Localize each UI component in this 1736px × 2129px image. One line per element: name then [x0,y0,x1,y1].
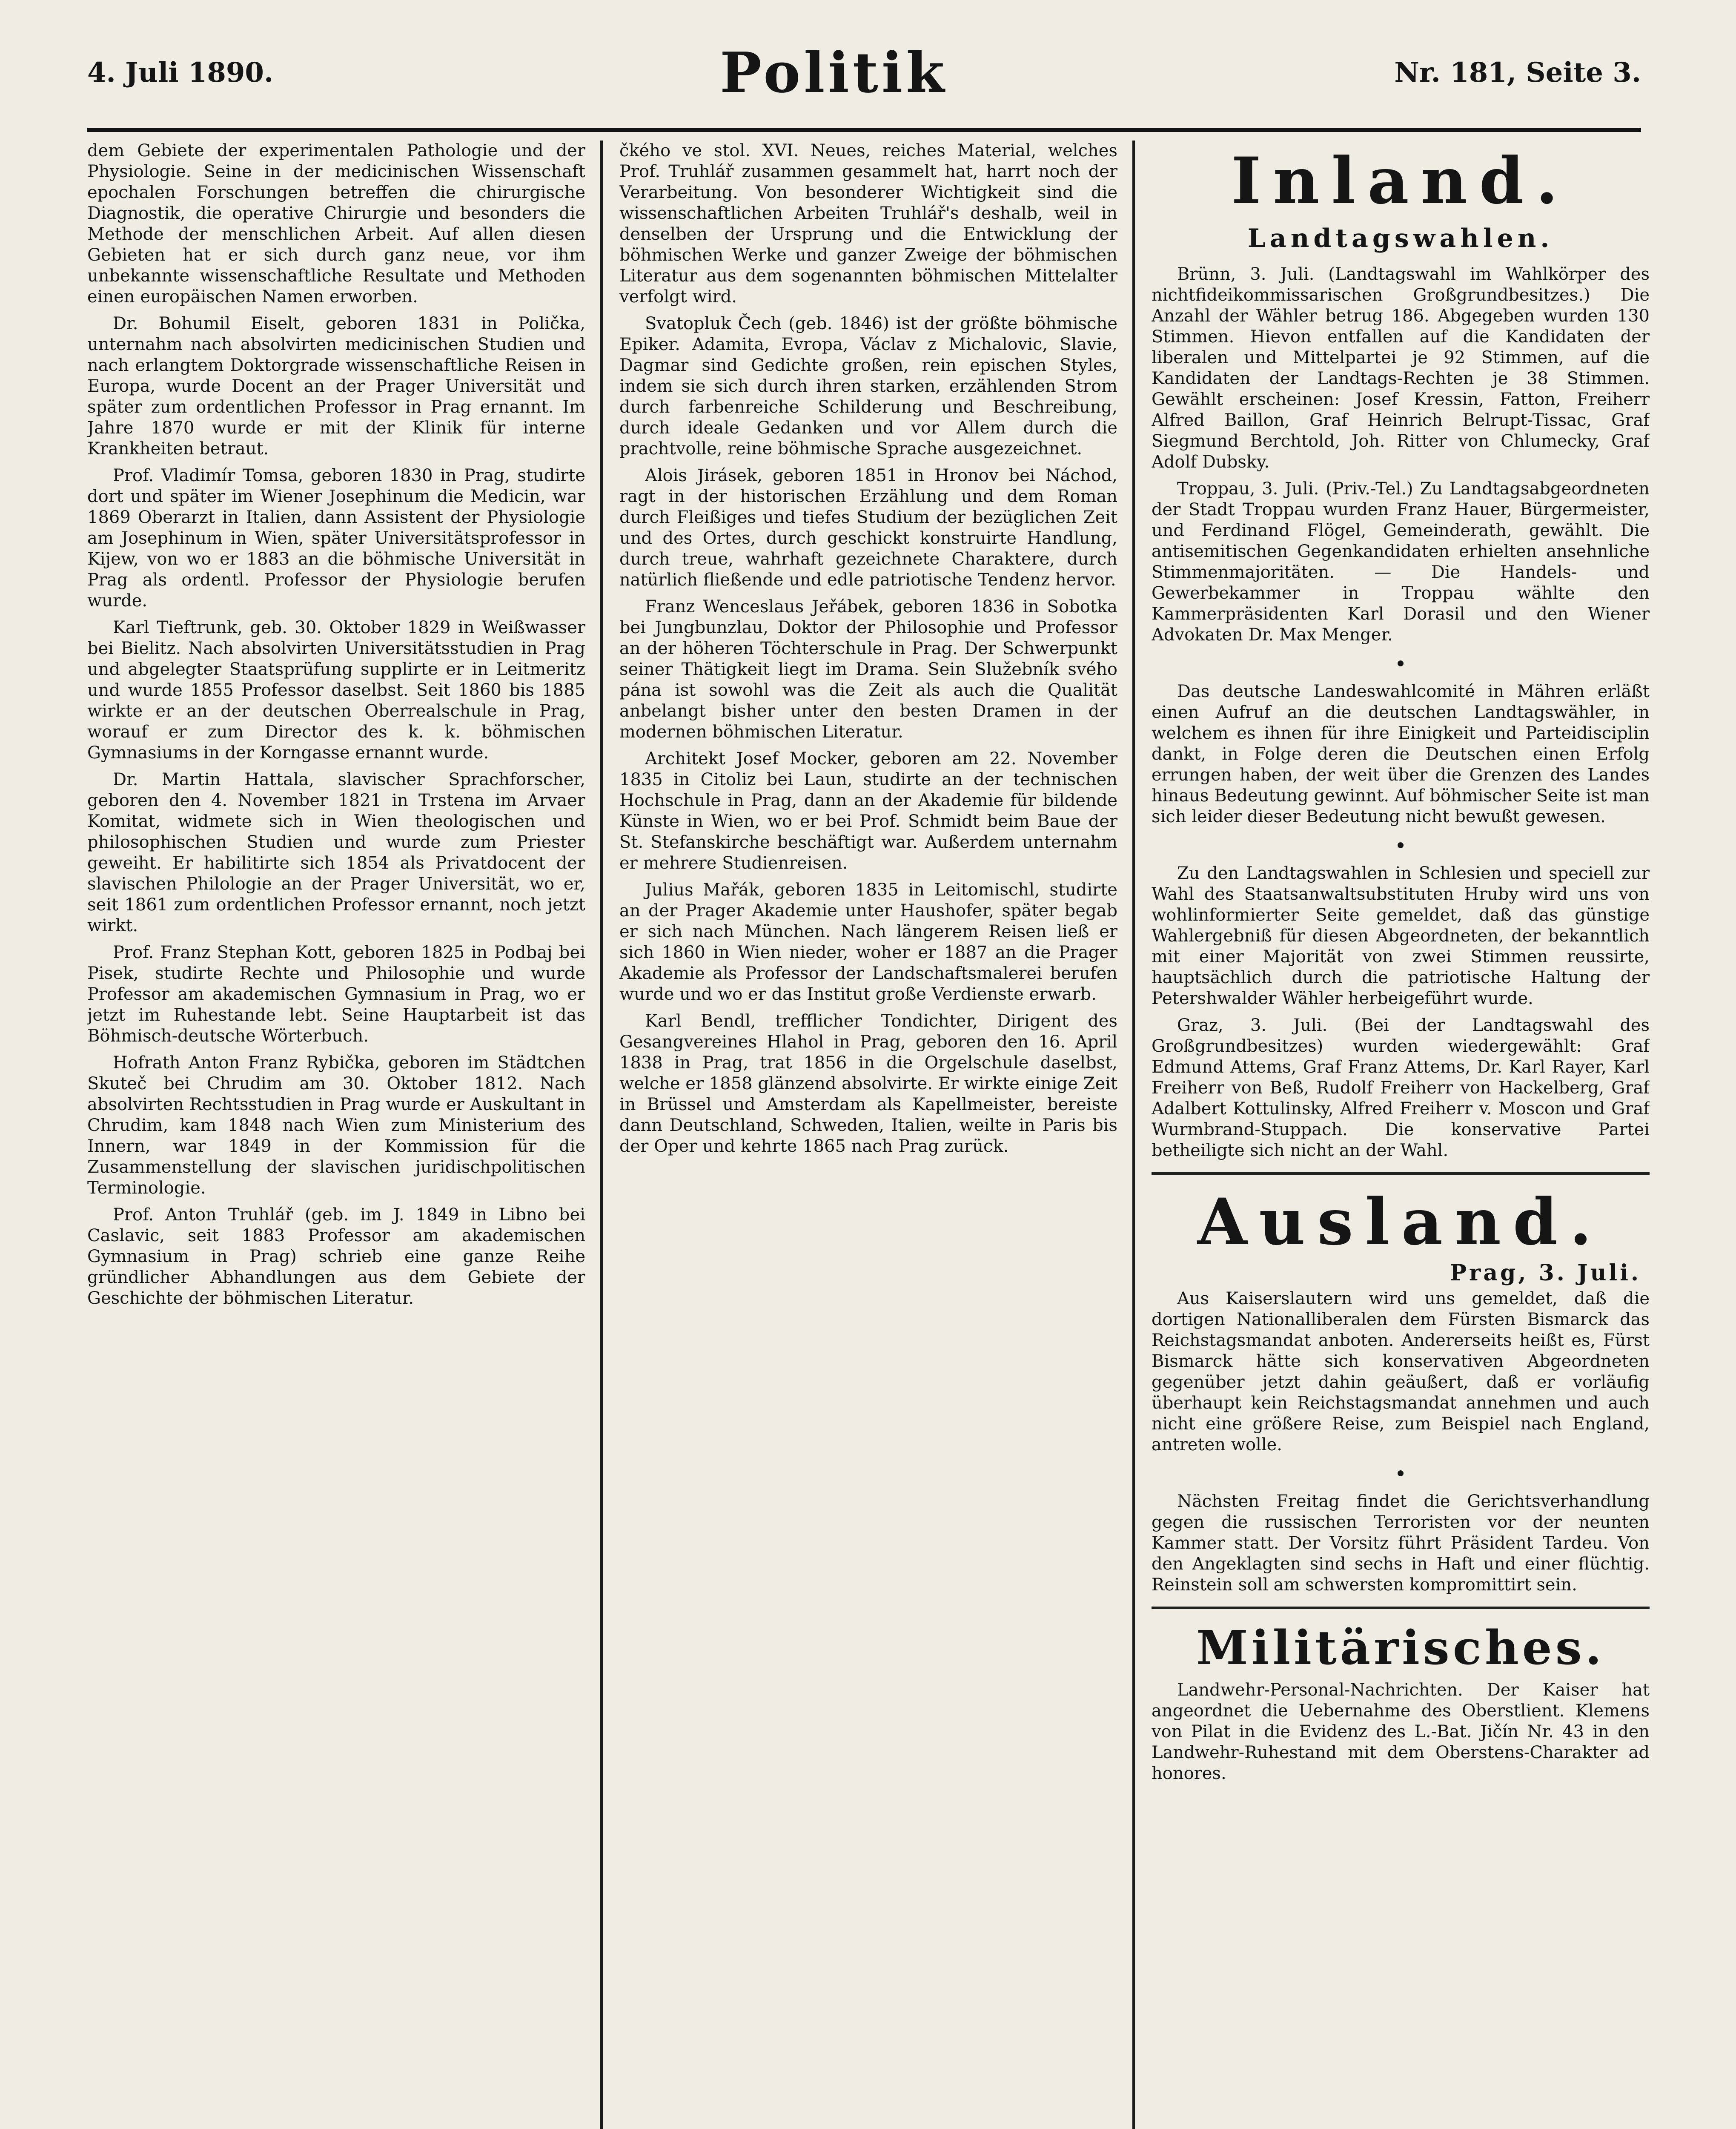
paragraph: Julius Mařák, geboren 1835 in Leitomischl, studirte an der Prager Akademie unter Haushofer, später begab er sich nach München. Nach längerem Reisen ließ er sich 1860 in Wien nieder, woher er 1887 an die Prager Akademie als Professor der Landschaftsmalerei berufen wurde und wo er das Institut große Verdienste erwarb. [619,880,1117,1004]
separator-dot: • [1394,834,1407,858]
section-title: Politik [720,40,948,105]
paragraph: Svatopluk Čech (geb. 1846) ist der größte böhmische Epiker. Adamita, Evropa, Václav z Michalovic, Slavie, Dagmar sind Gedichte großen, rein epischen Styles, indem sie sich durch ihren starken, erzählenden Strom durch farbenreiche Schilderung und Beschreibung, durch ideale Gedanken und vor Allem durch die prachtvolle, reine böhmische Sprache ausgezeichnet. [619,314,1117,459]
paragraph: Zu den Landtagswahlen in Schlesien und speciell zur Wahl des Staatsanwaltsubstituten Hruby wird uns von wohlinformierter Seite gemeldet, daß das günstige Wahlergebniß für diesen Abgeordneten, der bekanntlich mit einer Majorität von zwei Stimmen reussirte, hauptsächlich durch die patriotische Haltung der Petershwalder Wähler herbeigeführt wurde. [1152,864,1650,1008]
paragraph: dem Gebiete der experimentalen Pathologie und der Physiologie. Seine in der medicinischen Wissenschaft epochalen Forschungen betreffen die chirurgische Diagnostik, die operative Chirurgie und besonders die Methode der menschlichen Arbeit. Auf allen diesen Gebieten hat er sich durch ganz neue, vor ihm unbekannte wissenschaftliche Resultate und Methoden einen europäischen Namen erworben. [87,141,585,307]
page-header [87,17,1641,132]
section-divider [1152,1172,1650,1175]
militar-heading: Militärisches. [1196,1620,1605,1675]
column-rule [1132,141,1135,2129]
column-1 [87,141,585,2129]
inland-heading: Inland. [1231,143,1570,218]
landtag-subheading: Landtagswahlen. [1247,224,1554,253]
paragraph: Graz, 3. Juli. (Bei der Landtagswahl des Großgrundbesitzes) wurden wiedergewählt: Graf Edmund Attems, Graf Franz Attems, Dr. Karl Rayer, Karl Freiherr von Beß, Rudolf Freiherr von Hackelberg, Graf Adalbert Kottulinsky, Alfred Freiherr v. Moscon und Graf Wurmbrand-Stuppach. Die konservative Partei betheiligte sich nicht an der Wahl. [1152,1016,1650,1160]
column-3 [1152,141,1650,2129]
paragraph: Aus Kaiserslautern wird uns gemeldet, daß die dortigen Nationalliberalen dem Fürsten Bismarck das Reichstagsmandat anboten. Andererseits heißt es, Fürst Bismarck hätte sich konservativen Abgeordneten gegenüber jetzt dahin geäußert, daß er vorläufig überhaupt kein Reichstagsmandat annehmen und auch nicht eine größere Reise, zum Beispiel nach England, antreten wolle. [1152,1289,1650,1455]
section-divider [1152,1607,1650,1609]
issue-number: Nr. 181, Seite 3. [1394,56,1641,89]
paragraph: Architekt Josef Mocker, geboren am 22. November 1835 in Citoliz bei Laun, studirte an der technischen Hochschule in Prag, dann an der Akademie für bildende Künste in Wien, wo er bei Prof. Schmidt beim Baue der St. Stefanskirche beschäftigt war. Außerdem unternahm er mehrere Studienreisen. [619,749,1117,873]
paragraph: Hofrath Anton Franz Rybička, geboren im Städtchen Skuteč bei Chrudim am 30. Oktober 1812. Nach absolvirten Rechtsstudien in Prag wurde er Auskultant in Chrudim, kam 1848 nach Wien zum Ministerium des Innern, war 1849 in der Kommission für die Zusammenstellung der slavischen juridischpolitischen Terminologie. [87,1053,585,1198]
paragraph: Prof. Vladimír Tomsa, geboren 1830 in Prag, studirte dort und später im Wiener Josephinum die Medicin, war 1869 Oberarzt in Italien, dann Assistent der Physiologie am Josephinum in Wien, später Universitätsprofessor in Kijew, von wo er 1883 an die böhmische Universität in Prag als ordentl. Professor der Physiologie berufen wurde. [87,466,585,611]
dateline: Prag, 3. Juli. [1450,1260,1641,1286]
paragraph: Troppau, 3. Juli. (Priv.-Tel.) Zu Landtagsabgeordneten der Stadt Troppau wurden Franz Hauer, Bürgermeister, und Ferdinand Flögel, Gemeinderath, gewählt. Die antisemitischen Gegenkandidaten erhielten ansehnliche Stimmenmajoritäten. — Die Handels- und Gewerbekammer in Troppau wählte den Kammerpräsidenten Karl Dorasil und den Wiener Advokaten Dr. Max Menger. [1152,479,1650,645]
column-rule [600,141,603,2129]
paragraph: Prof. Franz Stephan Kott, geboren 1825 in Podbaj bei Pisek, studirte Rechte und Philosophie und wurde Professor am akademischen Gymnasium in Prag, wo er jetzt im Ruhestande lebt. Seine Hauptarbeit ist das Böhmisch-deutsche Wörterbuch. [87,943,585,1046]
paragraph: Brünn, 3. Juli. (Landtagswahl im Wahlkörper des nichtfideikommissarischen Großgrundbesitzes.) Die Anzahl der Wähler betrug 186. Abgegeben wurden 130 Stimmen. Hievon entfallen auf die Kandidaten der liberalen und Mittelpartei je 92 Stimmen, auf die Kandidaten der Landtags-Rechten je 38 Stimmen. Gewählt erscheinen: Josef Kressin, Fatton, Freiherr Alfred Baillon, Graf Heinrich Belrupt-Tissac, Graf Siegmund Berchtold, Joh. Ritter von Chlumecky, Graf Adolf Dubsky. [1152,264,1650,472]
separator-dot: • [1394,652,1407,676]
paragraph: Alois Jirásek, geboren 1851 in Hronov bei Náchod, ragt in der historischen Erzählung und dem Roman durch Fleißiges und tiefes Studium der bezüglichen Zeit und des Ortes, durch geschickt konstruirte Handlung, durch treue, wahrhaft gezeichnete Charaktere, durch natürlich fließende und edle patriotische Tendenz hervor. [619,466,1117,590]
paragraph: Prof. Anton Truhlář (geb. im J. 1849 in Libno bei Caslavic, seit 1883 Professor am akademischen Gymnasium in Prag) schrieb eine ganze Reihe gründlicher Abhandlungen aus dem Gebiete der Geschichte der böhmischen Literatur. [87,1205,585,1308]
separator-dot: • [1394,1462,1407,1486]
paragraph: Dr. Bohumil Eiselt, geboren 1831 in Polička, unternahm nach absolvirten medicinischen Studien und nach erlangtem Doktorgrade wissenschaftliche Reisen in Europa, wurde Docent an der Prager Universität und später zum ordentlichen Professor in Prag ernannt. Im Jahre 1870 wurde er mit der Klinik für interne Krankheiten betraut. [87,314,585,459]
column-2 [619,141,1117,2129]
paragraph: Karl Tieftrunk, geb. 30. Oktober 1829 in Weißwasser bei Bielitz. Nach absolvirten Universitätsstudien in Prag und abgelegter Staatsprüfung supplirte er in Leitmeritz und wurde 1855 Professor daselbst. Seit 1860 bis 1885 wirkte er an der deutschen Oberrealschule in Prag, worauf er zum Director des k. k. böhmischen Gymnasiums in der Korngasse ernannt wurde. [87,618,585,763]
paragraph: čkého ve stol. XVI. Neues, reiches Material, welches Prof. Truhlář zusammen gesammelt hat, harrt noch der Verarbeitung. Von besonderer Wichtigkeit sind die wissenschaftlichen Arbeiten Truhlář's deshalb, weil in denselben der Ursprung und die Entwicklung der böhmischen Werke und ganzer Zweige der böhmischen Literatur aus dem sogenannten böhmischen Mittelalter verfolgt wird. [619,141,1117,307]
paragraph: Franz Wenceslaus Jeřábek, geboren 1836 in Sobotka bei Jungbunzlau, Doktor der Philosophie und Professor an der höheren Töchterschule in Prag. Der Schwerpunkt seiner Thätigkeit liegt im Drama. Sein Služebník svého pána ist sowohl was die Zeit als auch die Qualität anbelangt bisher unter den besten Dramen in der modernen böhmischen Literatur. [619,597,1117,742]
paragraph: Das deutsche Landeswahlcomité in Mähren erläßt einen Aufruf an die deutschen Landtagswähler, in welchem es ihnen für ihre Einigkeit und Parteidisciplin dankt, in Folge deren die Deutschen einen Erfolg errungen haben, der weit über die Grenzen des Landes hinaus Bedeutung gewinnt. Auf böhmischer Seite ist man sich leider dieser Bedeutung nicht bewußt gewesen. [1152,682,1650,826]
paragraph: Landwehr-Personal-Nachrichten. Der Kaiser hat angeordnet die Uebernahme des Oberstlient. Klemens von Pilat in die Evidenz des L.-Bat. Jičín Nr. 43 in den Landwehr-Ruhestand mit dem Oberstens-Charakter ad honores. [1152,1680,1650,1783]
issue-date: 4. Juli 1890. [87,56,274,89]
paragraph: Karl Bendl, trefflicher Tondichter, Dirigent des Gesangvereines Hlahol in Prag, geboren den 16. April 1838 in Prag, trat 1856 in die Orgelschule daselbst, welche er 1858 glänzend absolvirte. Er wirkte einige Zeit in Brüssel und Amsterdam als Kapellmeister, bereiste dann Deutschland, Schweden, Italien, weilte in Paris bis der Oper und kehrte 1865 nach Prag zurück. [619,1011,1117,1156]
paragraph: Nächsten Freitag findet die Gerichtsverhandlung gegen die russischen Terroristen vor der neunten Kammer statt. Der Vorsitz führt Präsident Tardeu. Von den Angeklagten sind sechs in Haft und einer flüchtig. Reinstein soll am schwersten kompromittirt sein. [1152,1492,1650,1595]
ausland-heading: Ausland. [1197,1185,1604,1260]
paragraph: Dr. Martin Hattala, slavischer Sprachforscher, geboren den 4. November 1821 in Trstena im Arvaer Komitat, widmete sich in Wien theologischen und philosophischen Studien und wurde zum Priester geweiht. Er habilitirte sich 1854 als Privatdocent der slavischen Philologie an der Prager Universität, wo er, seit 1861 zum ordentlichen Professor ernannt, noch jetzt wirkt. [87,770,585,935]
